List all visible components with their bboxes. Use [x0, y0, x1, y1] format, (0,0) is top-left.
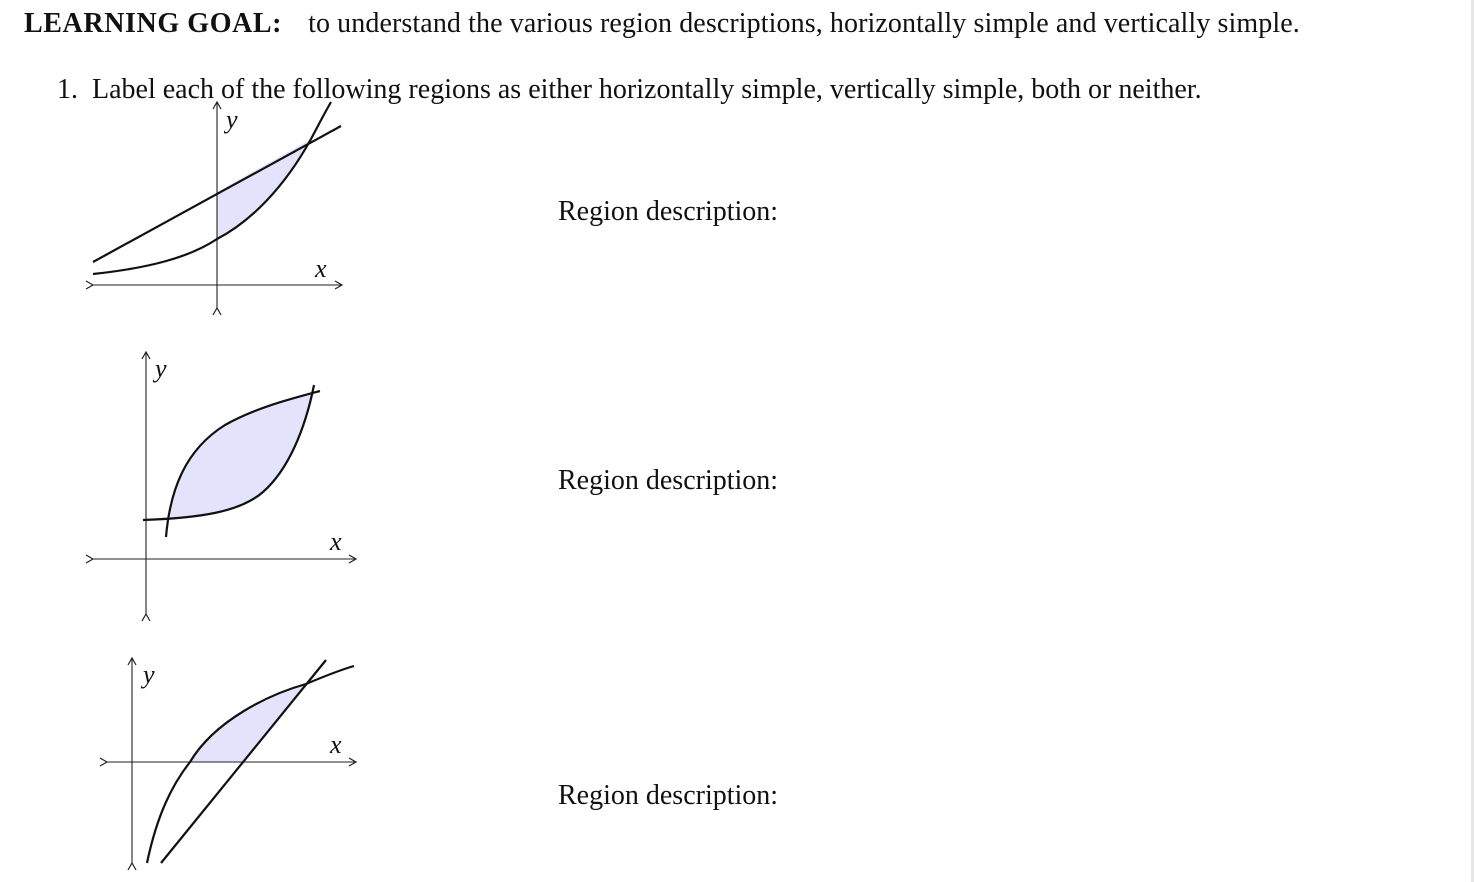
- graph-2: [93, 352, 356, 614]
- x-axis-label-2: x: [330, 527, 342, 556]
- upper-curve-2: [166, 391, 320, 537]
- line-curve-3: [161, 660, 326, 863]
- shaded-region-3: [190, 684, 306, 762]
- learning-goal: [24, 8, 1300, 40]
- region-description-1: Region description:: [558, 196, 779, 227]
- question-1: [57, 74, 1202, 106]
- exponential-curve-1: [93, 102, 331, 274]
- lower-curve-2: [143, 385, 314, 520]
- y-axis-label-1: y: [226, 105, 238, 134]
- line-curve-1: [93, 126, 341, 262]
- graph-1: [93, 102, 342, 308]
- root-curve-3: [147, 666, 354, 863]
- question-text: Label each of the following regions as either horizontally simple, vertically simple, both or neither.: [92, 74, 1202, 105]
- question-number: 1.: [57, 74, 78, 105]
- x-axis-label-3: x: [330, 730, 342, 759]
- region-description-3: Region description:: [558, 780, 779, 811]
- x-axis-label-1: x: [315, 254, 327, 283]
- learning-goal-label: LEARNING GOAL:: [24, 8, 283, 39]
- graph-3: [107, 658, 356, 863]
- learning-goal-text: to understand the various region descriptions, horizontally simple and vertically simple.: [308, 8, 1300, 39]
- region-description-2: Region description:: [558, 465, 779, 496]
- y-axis-label-3: y: [143, 660, 155, 689]
- shaded-region-2: [170, 394, 314, 518]
- shaded-region-1: [217, 139, 311, 239]
- y-axis-label-2: y: [155, 354, 167, 383]
